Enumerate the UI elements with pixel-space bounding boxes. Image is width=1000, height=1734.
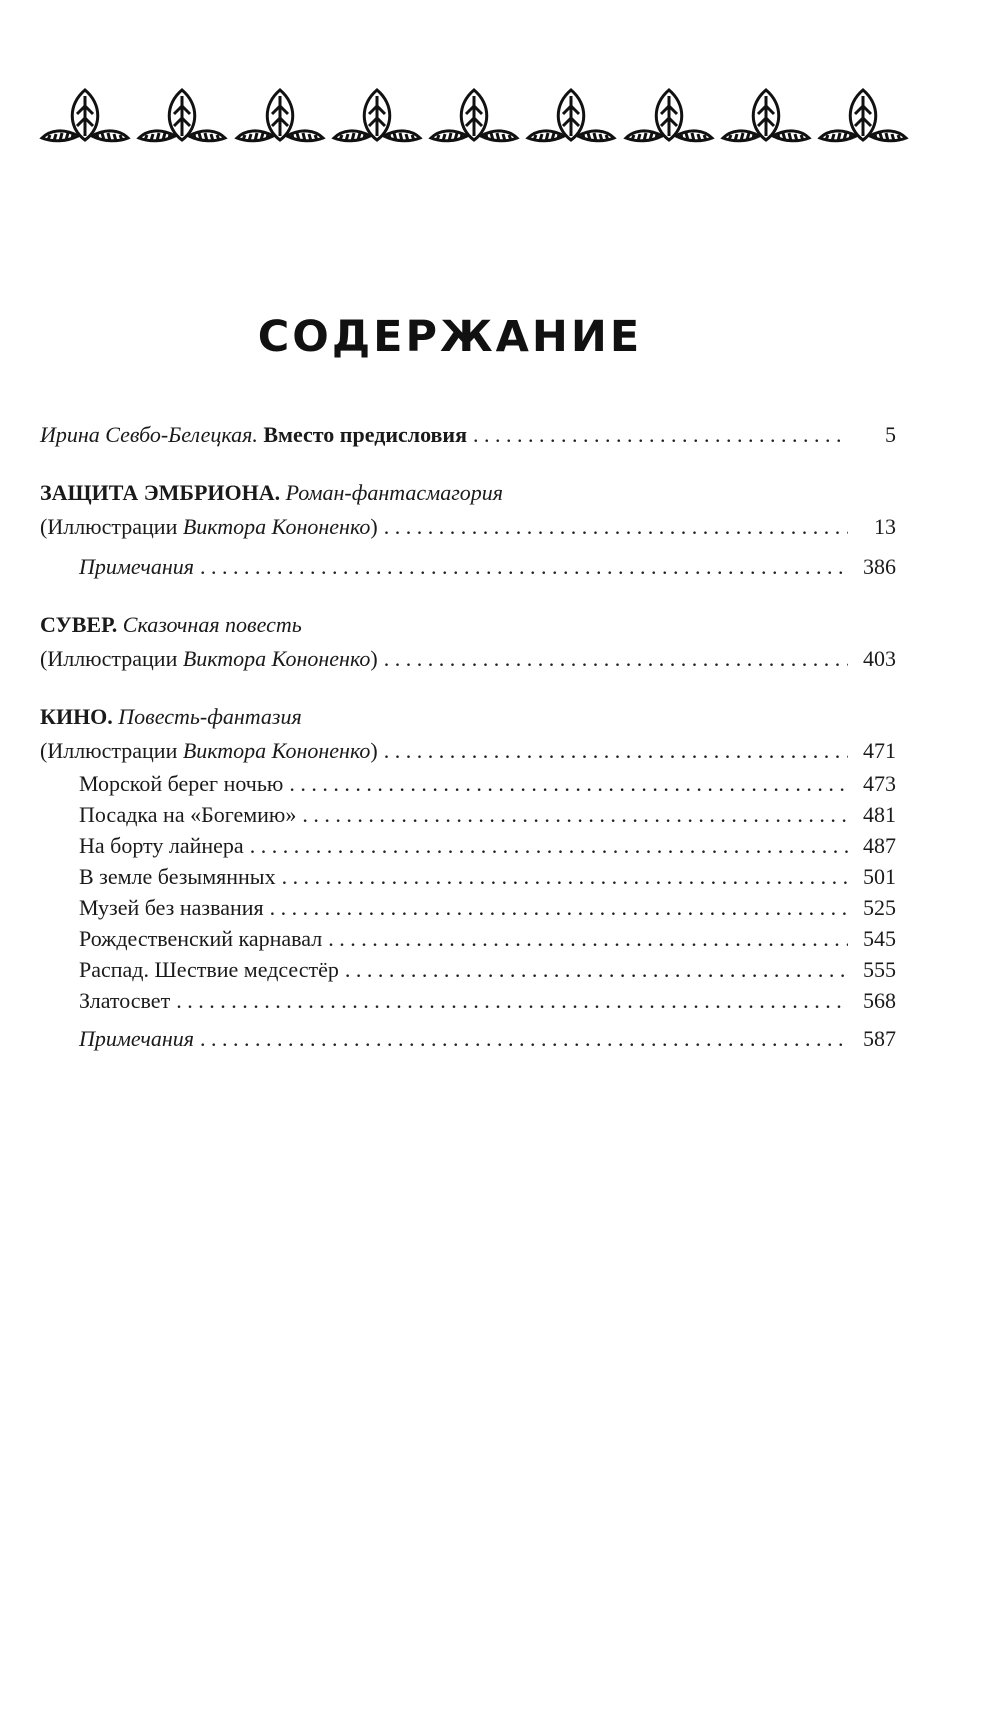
toc-entry-chapter[interactable] xyxy=(40,954,896,985)
leaf-ornament-icon xyxy=(524,84,618,156)
toc-entry[interactable] xyxy=(40,510,896,544)
toc-entry-chapter[interactable] xyxy=(40,799,896,830)
leaf-ornament-icon xyxy=(427,84,521,156)
toc-entry-chapter[interactable] xyxy=(40,892,896,923)
section-heading xyxy=(40,700,896,734)
preface-title: Вместо предисловия xyxy=(263,422,468,447)
illus-suffix: ) xyxy=(370,514,378,539)
chapter-label: Морской берег ночью xyxy=(79,771,284,796)
page-number: 386 xyxy=(863,554,896,579)
chapter-label: На борту лайнера xyxy=(79,833,244,858)
section-subtitle: Роман-фантасмагория xyxy=(285,480,504,505)
spacer xyxy=(40,676,896,700)
page-title: СОДЕРЖАНИЕ xyxy=(257,312,643,362)
dot-leader xyxy=(200,550,848,584)
spacer xyxy=(40,584,896,608)
chapter-label: Музей без названия xyxy=(79,895,264,920)
toc-entry-chapter[interactable] xyxy=(40,768,896,799)
chapter-list xyxy=(40,768,896,1016)
notes-label: Примечания xyxy=(79,554,195,579)
dot-leader xyxy=(176,985,848,1016)
section-heading xyxy=(40,476,896,510)
dot-leader xyxy=(270,892,848,923)
illustrator-name: Виктора Кононенко xyxy=(182,514,371,539)
section-title: КИНО. xyxy=(40,704,113,729)
page-number: 525 xyxy=(863,895,896,920)
preface-author: Ирина Севбо-Белецкая. xyxy=(40,422,258,447)
section-heading xyxy=(40,608,896,642)
illustrations-credit xyxy=(40,642,378,676)
page-number: 545 xyxy=(863,926,896,951)
toc-entry-label xyxy=(40,418,467,452)
page-number: 471 xyxy=(863,738,896,763)
illustrations-credit xyxy=(40,734,378,768)
leaf-ornament-icon xyxy=(622,84,716,156)
dot-leader xyxy=(473,418,848,452)
dot-leader xyxy=(328,923,848,954)
leaf-ornament-icon xyxy=(233,84,327,156)
ornament-row xyxy=(38,84,910,156)
toc-entry-preface[interactable] xyxy=(40,418,896,452)
page-number: 587 xyxy=(863,1026,896,1051)
toc-entry-notes[interactable] xyxy=(40,550,896,584)
page-number: 13 xyxy=(874,514,896,539)
illustrations-credit xyxy=(40,510,378,544)
page-number: 403 xyxy=(863,646,896,671)
dot-leader xyxy=(345,954,848,985)
table-of-contents xyxy=(40,418,896,1056)
chapter-label: Златосвет xyxy=(79,988,171,1013)
illus-suffix: ) xyxy=(370,646,378,671)
dot-leader xyxy=(200,1022,848,1056)
illus-prefix: (Иллюстрации xyxy=(40,738,183,763)
page-number: 501 xyxy=(863,864,896,889)
leaf-ornament-icon xyxy=(38,84,132,156)
toc-entry[interactable] xyxy=(40,642,896,676)
page-number: 568 xyxy=(863,988,896,1013)
leaf-ornament-icon xyxy=(330,84,424,156)
section-subtitle: Повесть-фантазия xyxy=(118,704,302,729)
dot-leader xyxy=(282,861,848,892)
chapter-label: Рождественский карнавал xyxy=(79,926,323,951)
page-number: 5 xyxy=(885,422,896,447)
toc-entry-chapter[interactable] xyxy=(40,985,896,1016)
section-title: СУВЕР. xyxy=(40,612,118,637)
page-number: 555 xyxy=(863,957,896,982)
dot-leader xyxy=(250,830,848,861)
illus-suffix: ) xyxy=(370,738,378,763)
chapter-label: Посадка на «Богемию» xyxy=(79,802,297,827)
illus-prefix: (Иллюстрации xyxy=(40,646,183,671)
dot-leader xyxy=(384,734,848,768)
leaf-ornament-icon xyxy=(135,84,229,156)
section-title: ЗАЩИТА ЭМБРИОНА. xyxy=(40,480,281,505)
toc-entry-chapter[interactable] xyxy=(40,830,896,861)
dot-leader xyxy=(289,768,848,799)
toc-entry-chapter[interactable] xyxy=(40,923,896,954)
section-subtitle: Сказочная повесть xyxy=(122,612,302,637)
illustrator-name: Виктора Кононенко xyxy=(182,646,371,671)
page-number: 473 xyxy=(863,771,896,796)
illus-prefix: (Иллюстрации xyxy=(40,514,183,539)
notes-label: Примечания xyxy=(79,1026,195,1051)
chapter-label: В земле безымянных xyxy=(79,864,276,889)
illustrator-name: Виктора Кононенко xyxy=(182,738,371,763)
page-number: 487 xyxy=(863,833,896,858)
page-number: 481 xyxy=(863,802,896,827)
toc-entry-notes[interactable] xyxy=(40,1022,896,1056)
toc-entry[interactable] xyxy=(40,734,896,768)
leaf-ornament-icon xyxy=(816,84,910,156)
toc-entry-chapter[interactable] xyxy=(40,861,896,892)
spacer xyxy=(40,452,896,476)
leaf-ornament-icon xyxy=(719,84,813,156)
dot-leader xyxy=(384,642,848,676)
chapter-label: Распад. Шествие медсестёр xyxy=(79,957,339,982)
dot-leader xyxy=(384,510,848,544)
dot-leader xyxy=(302,799,848,830)
